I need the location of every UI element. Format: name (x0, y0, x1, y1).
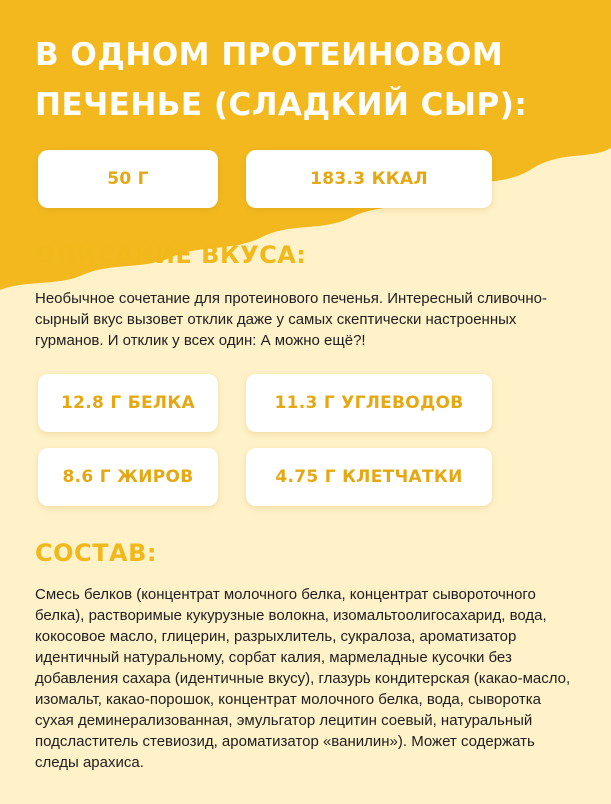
fiber-badge: 4.75 Г КЛЕТЧАТКИ (246, 448, 492, 506)
composition-heading: СОСТАВ: (35, 539, 157, 567)
weight-badge: 50 Г (38, 150, 218, 208)
page-title: В ОДНОМ ПРОТЕИНОВОМ ПЕЧЕНЬЕ (СЛАДКИЙ СЫР): (35, 37, 528, 123)
taste-description: Необычное сочетание для протеинового печенья. Интересный сливочно-сырный вкус вызовет отклик даже у самых скептически настроенных гурманов. И отклик у всех один: А можно ещё?! (35, 290, 547, 349)
protein-badge: 12.8 Г БЕЛКА (38, 374, 218, 432)
taste-heading: ОПИСАНИЕ ВКУСА: (35, 241, 307, 269)
composition-text: Смесь белков (концентрат молочного белка, концентрат сывороточного белка), растворимые кукурузные волокна, изомальтоолигосахарид, вода, кокосовое масло, глицерин, разрыхлитель, сукралоза, ароматизатор идентичный натуральному, сорбат калия, мармеладные кусочки без добавления сахара (идентичные вкусу), глазурь кондитерская (какао-масло, изомальт, какао-порошок, концентрат молочного белка, вода, сыворотка сухая деминерализованная, эмульгатор лецитин соевый, натуральный подсластитель стевиозид, ароматизатор «ванилин»). Может содержать следы арахиса. (35, 586, 571, 771)
fat-badge: 8.6 Г ЖИРОВ (38, 448, 218, 506)
carbs-badge: 11.3 Г УГЛЕВОДОВ (246, 374, 492, 432)
calories-badge: 183.3 ККАЛ (246, 150, 492, 208)
